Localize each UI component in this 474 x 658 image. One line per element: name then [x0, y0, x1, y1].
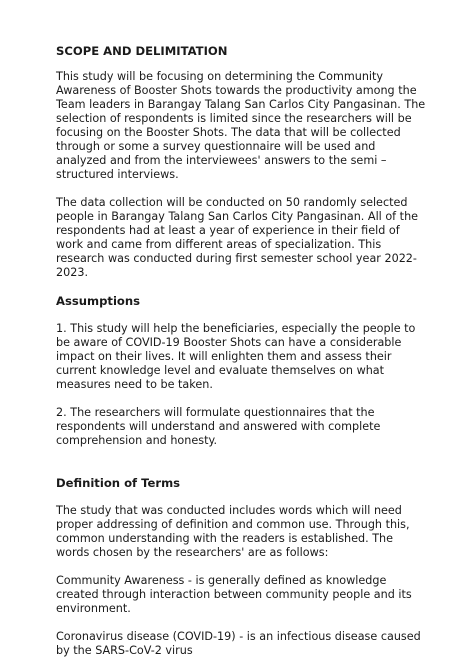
term-covid-19: Coronavirus disease (COVID-19) - is an infectious disease caused by the SARS-CoV-2 virus: [56, 630, 421, 657]
assumption-item-1: 1. This study will help the beneficiaries, especially the people to be aware of COVID-19 Booster Shots can have a considerable impact on their lives. It will enlighten them and assess their current knowledge level and evaluate themselves on what measures need to be taken.: [56, 322, 416, 391]
scope-heading: SCOPE AND DELIMITATION: [56, 44, 228, 58]
definitions-heading: Definition of Terms: [56, 476, 181, 490]
assumptions-heading: Assumptions: [56, 294, 141, 308]
document-page: [56, 44, 428, 658]
definitions-intro: The study that was conducted includes words which will need proper addressing of definition and common use. Through this, common understanding with the readers is established. The words chosen by the researchers' are as follows:: [56, 504, 410, 559]
scope-paragraph-2: The data collection will be conducted on 50 randomly selected people in Barangay Talang San Carlos City Pangasinan. All of the respondents had at least a year of experience in their field of work and came from different areas of specialization. This research was conducted during first semester school year 2022-2023.: [56, 196, 419, 279]
term-community-awareness: Community Awareness - is generally defined as knowledge created through interaction between community people and its environment.: [56, 574, 412, 615]
assumption-item-2: 2. The researchers will formulate questionnaires that the respondents will understand and answered with complete comprehension and honesty.: [56, 406, 381, 447]
scope-paragraph-1: This study will be focusing on determining the Community Awareness of Booster Shots towards the productivity among the Team leaders in Barangay Talang San Carlos City Pangasinan. The selection of respondents is limited since the researchers will be focusing on the Booster Shots. The data that will be collected through or some a survey questionnaire will be used and analyzed and from the interviewees' answers to the semi – structured interviews.: [56, 70, 426, 181]
